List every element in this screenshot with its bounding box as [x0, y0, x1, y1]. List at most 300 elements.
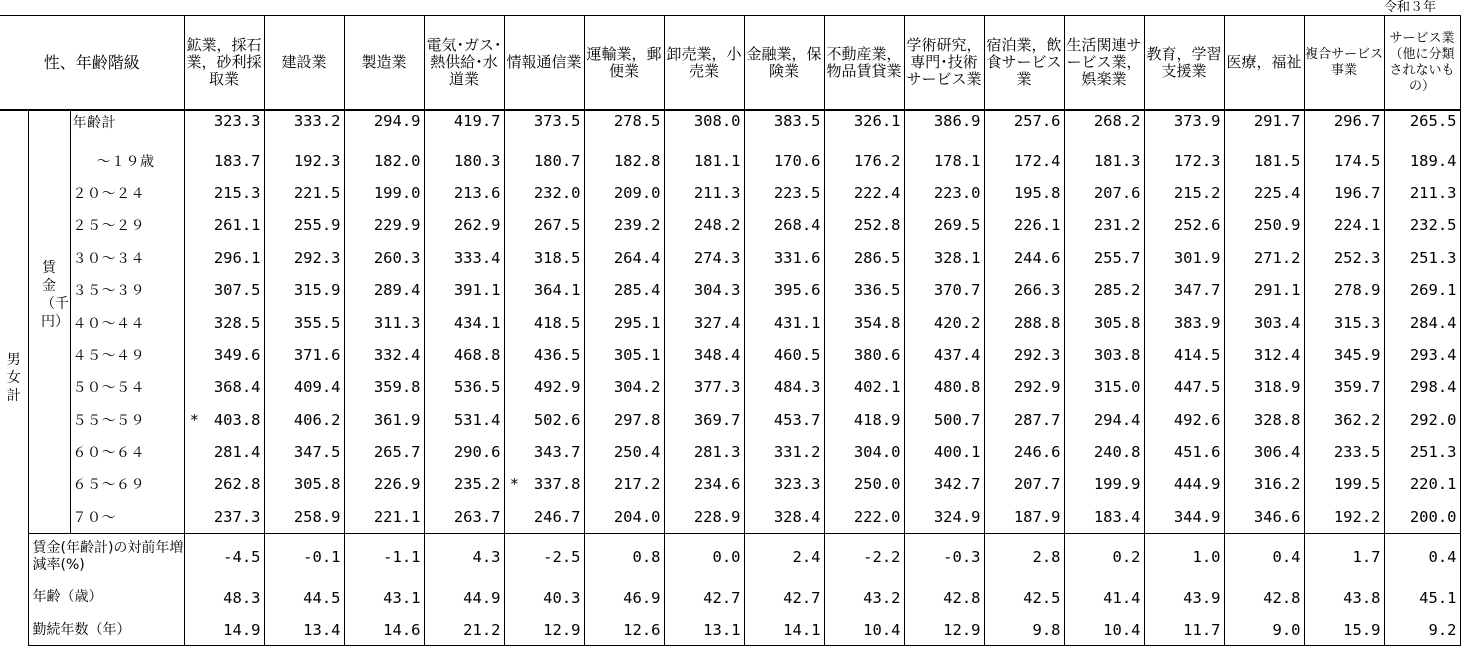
value-cell: 251.3	[1384, 242, 1460, 274]
value-cell: 13.4	[264, 615, 344, 646]
value-cell: 250.0	[824, 468, 904, 500]
age-label: ２０～２４	[72, 185, 145, 202]
value-cell: -0.1	[264, 534, 344, 581]
value-cell: 301.9	[1144, 242, 1224, 274]
value-cell: 14.6	[344, 615, 424, 646]
value-cell: 307.5	[184, 274, 264, 306]
table-row	[0, 177, 1460, 209]
value-cell: 492.9	[504, 371, 584, 403]
age-label: ６０～６４	[72, 445, 145, 462]
value-cell: 263.7	[424, 501, 504, 534]
value-cell: 296.7	[1304, 110, 1384, 144]
value-cell: 0.4	[1384, 534, 1460, 581]
value-cell: 436.5	[504, 339, 584, 371]
value-cell: 233.5	[1304, 436, 1384, 468]
value-cell: 192.2	[1304, 501, 1384, 534]
value-cell: 370.7	[904, 274, 984, 306]
value-cell: 42.5	[984, 580, 1064, 615]
value-cell: 502.6	[504, 404, 584, 436]
value-cell: 316.2	[1224, 468, 1304, 500]
value-cell: 258.9	[264, 501, 344, 534]
value-cell: 180.7	[504, 144, 584, 176]
value-cell: * 403.8	[184, 404, 264, 436]
wage-unit-label: 賃金（千円）	[28, 110, 70, 534]
value-cell: 182.8	[584, 144, 664, 176]
value-cell: 304.2	[584, 371, 664, 403]
value-cell: 42.8	[1224, 580, 1304, 615]
value-cell: 418.9	[824, 404, 904, 436]
value-cell: 183.7	[184, 144, 264, 176]
value-cell: 11.7	[1144, 615, 1224, 646]
industry-header: 電気･ガス･熱供給･水道業	[424, 16, 504, 111]
value-cell: 187.9	[984, 501, 1064, 534]
age-label: ５０～５４	[72, 380, 145, 397]
value-cell: 271.2	[1224, 242, 1304, 274]
value-cell: 46.9	[584, 580, 664, 615]
value-cell: -2.2	[824, 534, 904, 581]
value-cell: 291.7	[1224, 110, 1304, 144]
value-cell: 286.5	[824, 242, 904, 274]
value-cell: 468.8	[424, 339, 504, 371]
value-cell: 195.8	[984, 177, 1064, 209]
table-row	[0, 306, 1460, 338]
value-cell: 359.8	[344, 371, 424, 403]
value-cell: 371.6	[264, 339, 344, 371]
value-cell: 248.2	[664, 209, 744, 241]
header-row	[0, 16, 1460, 111]
value-cell: 250.4	[584, 436, 664, 468]
value-cell: 492.6	[1144, 404, 1224, 436]
value-cell: 237.3	[184, 501, 264, 534]
value-cell: 323.3	[184, 110, 264, 144]
value-cell: 255.9	[264, 209, 344, 241]
value-cell: 355.5	[264, 306, 344, 338]
industry-header: 運輸業，郵便業	[584, 16, 664, 111]
value-cell: 336.5	[824, 274, 904, 306]
value-cell: 364.1	[504, 274, 584, 306]
value-cell: 42.8	[904, 580, 984, 615]
value-cell: 284.4	[1384, 306, 1460, 338]
value-cell: 323.3	[744, 468, 824, 500]
value-cell: 240.8	[1064, 436, 1144, 468]
value-cell: 500.7	[904, 404, 984, 436]
asterisk-mark: *	[510, 475, 519, 494]
age-label: 年齢計	[72, 115, 116, 131]
value-cell: 331.2	[744, 436, 824, 468]
value-cell: 311.3	[344, 306, 424, 338]
industry-header: 製造業	[344, 16, 424, 111]
value-cell: 221.1	[344, 501, 424, 534]
value-cell: 178.1	[904, 144, 984, 176]
value-cell: 347.5	[264, 436, 344, 468]
value-cell: 437.4	[904, 339, 984, 371]
value-cell: 215.2	[1144, 177, 1224, 209]
value-cell: 262.8	[184, 468, 264, 500]
industry-header: 鉱業，採石業，砂利採取業	[184, 16, 264, 111]
value-cell: 9.2	[1384, 615, 1460, 646]
value-cell: 333.4	[424, 242, 504, 274]
section-label: 男女計	[0, 110, 28, 646]
value-cell: 318.9	[1224, 371, 1304, 403]
value-cell: 13.1	[664, 615, 744, 646]
value-cell: 347.7	[1144, 274, 1224, 306]
value-cell: 447.5	[1144, 371, 1224, 403]
value-cell: 199.0	[344, 177, 424, 209]
value-cell: 43.2	[824, 580, 904, 615]
industry-header: サービス業（他に分類されないもの）	[1384, 16, 1460, 111]
value-cell: 295.1	[584, 306, 664, 338]
value-cell: 10.4	[824, 615, 904, 646]
value-cell: 536.5	[424, 371, 504, 403]
value-cell: 176.2	[824, 144, 904, 176]
value-cell: 318.5	[504, 242, 584, 274]
value-cell: 211.3	[664, 177, 744, 209]
value-cell: 246.6	[984, 436, 1064, 468]
value-cell: 43.8	[1304, 580, 1384, 615]
value-cell: 303.8	[1064, 339, 1144, 371]
value-cell: 40.3	[504, 580, 584, 615]
industry-header: 情報通信業	[504, 16, 584, 111]
value-cell: 226.9	[344, 468, 424, 500]
value-cell: 213.6	[424, 177, 504, 209]
value-cell: 226.1	[984, 209, 1064, 241]
value-cell: 354.8	[824, 306, 904, 338]
value-cell: 211.3	[1384, 177, 1460, 209]
value-cell: 328.1	[904, 242, 984, 274]
value-cell: 293.4	[1384, 339, 1460, 371]
value-cell: 460.5	[744, 339, 824, 371]
value-cell: 1.0	[1144, 534, 1224, 581]
value-cell: 269.5	[904, 209, 984, 241]
value-cell: 268.2	[1064, 110, 1144, 144]
value-cell: 43.9	[1144, 580, 1224, 615]
value-cell: 395.6	[744, 274, 824, 306]
stat-row	[0, 580, 1460, 615]
value-cell: 406.2	[264, 404, 344, 436]
stat-row	[0, 615, 1460, 646]
age-label: ５５～５９	[72, 412, 145, 429]
value-cell: 328.4	[744, 501, 824, 534]
value-cell: 44.5	[264, 580, 344, 615]
value-cell: 315.0	[1064, 371, 1144, 403]
stat-label: 勤続年数（年）	[28, 615, 184, 646]
value-cell: 383.5	[744, 110, 824, 144]
value-cell: 204.0	[584, 501, 664, 534]
value-cell: 255.7	[1064, 242, 1144, 274]
value-cell: 223.0	[904, 177, 984, 209]
value-cell: 235.2	[424, 468, 504, 500]
value-cell: 344.9	[1144, 501, 1224, 534]
value-cell: -0.3	[904, 534, 984, 581]
value-cell: 305.8	[264, 468, 344, 500]
value-cell: 269.1	[1384, 274, 1460, 306]
value-cell: 9.8	[984, 615, 1064, 646]
age-label: ６５～６９	[72, 477, 145, 494]
value-cell: 0.4	[1224, 534, 1304, 581]
value-cell: 369.7	[664, 404, 744, 436]
value-cell: 0.0	[664, 534, 744, 581]
value-cell: 296.1	[184, 242, 264, 274]
value-cell: -1.1	[344, 534, 424, 581]
industry-header: 卸売業，小売業	[664, 16, 744, 111]
value-cell: 12.6	[584, 615, 664, 646]
value-cell: 223.5	[744, 177, 824, 209]
table-row	[0, 339, 1460, 371]
row-label-header: 性、年齢階級	[0, 16, 184, 111]
value-cell: 444.9	[1144, 468, 1224, 500]
value-cell: 480.8	[904, 371, 984, 403]
value-cell: 285.4	[584, 274, 664, 306]
industry-header: 生活関連サービス業，娯楽業	[1064, 16, 1144, 111]
value-cell: 324.9	[904, 501, 984, 534]
age-label: ４０～４４	[72, 315, 145, 332]
value-cell: 48.3	[184, 580, 264, 615]
table-row	[0, 110, 1460, 144]
value-cell: 368.4	[184, 371, 264, 403]
value-cell: 9.0	[1224, 615, 1304, 646]
value-cell: 264.4	[584, 242, 664, 274]
value-cell: 266.3	[984, 274, 1064, 306]
value-cell: 252.8	[824, 209, 904, 241]
value-cell: 348.4	[664, 339, 744, 371]
value-cell: 172.4	[984, 144, 1064, 176]
value-cell: 265.5	[1384, 110, 1460, 144]
value-cell: 222.4	[824, 177, 904, 209]
value-cell: 289.4	[344, 274, 424, 306]
value-cell: 303.4	[1224, 306, 1304, 338]
value-cell: 260.3	[344, 242, 424, 274]
value-cell: 328.8	[1224, 404, 1304, 436]
value-cell: 189.4	[1384, 144, 1460, 176]
value-cell: 391.1	[424, 274, 504, 306]
age-label: ３０～３４	[72, 250, 145, 267]
value-cell: -4.5	[184, 534, 264, 581]
value-cell: 252.6	[1144, 209, 1224, 241]
value-cell: 434.1	[424, 306, 504, 338]
value-cell: 45.1	[1384, 580, 1460, 615]
value-cell: 2.4	[744, 534, 824, 581]
value-cell: 292.3	[264, 242, 344, 274]
value-cell: 418.5	[504, 306, 584, 338]
value-cell: 0.2	[1064, 534, 1144, 581]
value-cell: 420.2	[904, 306, 984, 338]
value-cell: 252.3	[1304, 242, 1384, 274]
value-cell: 228.9	[664, 501, 744, 534]
value-cell: 359.7	[1304, 371, 1384, 403]
value-cell: 199.9	[1064, 468, 1144, 500]
value-cell: 196.7	[1304, 177, 1384, 209]
value-cell: 172.3	[1144, 144, 1224, 176]
value-cell: 377.3	[664, 371, 744, 403]
value-cell: 281.3	[664, 436, 744, 468]
value-cell: 207.6	[1064, 177, 1144, 209]
value-cell: 181.1	[664, 144, 744, 176]
asterisk-mark: *	[190, 410, 199, 429]
value-cell: * 337.8	[504, 468, 584, 500]
value-cell: 305.8	[1064, 306, 1144, 338]
industry-header: 建設業	[264, 16, 344, 111]
value-cell: 291.1	[1224, 274, 1304, 306]
value-cell: 333.2	[264, 110, 344, 144]
table-row	[0, 501, 1460, 534]
value-cell: 400.1	[904, 436, 984, 468]
value-cell: 304.0	[824, 436, 904, 468]
value-cell: 386.9	[904, 110, 984, 144]
value-cell: 304.3	[664, 274, 744, 306]
value-cell: 44.9	[424, 580, 504, 615]
value-cell: 10.4	[1064, 615, 1144, 646]
value-cell: 21.2	[424, 615, 504, 646]
value-cell: 288.8	[984, 306, 1064, 338]
value-cell: 453.7	[744, 404, 824, 436]
value-cell: 232.5	[1384, 209, 1460, 241]
value-cell: 181.3	[1064, 144, 1144, 176]
value-cell: -2.5	[504, 534, 584, 581]
value-cell: 221.5	[264, 177, 344, 209]
value-cell: 285.2	[1064, 274, 1144, 306]
value-cell: 332.4	[344, 339, 424, 371]
industry-header: 医療，福祉	[1224, 16, 1304, 111]
value-cell: 14.9	[184, 615, 264, 646]
value-cell: 294.4	[1064, 404, 1144, 436]
age-label: ７０～	[72, 509, 116, 526]
value-cell: 12.9	[504, 615, 584, 646]
value-cell: 215.3	[184, 177, 264, 209]
age-label: ４５～４９	[72, 347, 145, 364]
value-cell: 431.1	[744, 306, 824, 338]
age-label: ～１９歳	[96, 153, 155, 170]
value-cell: 331.6	[744, 242, 824, 274]
value-cell: 361.9	[344, 404, 424, 436]
value-cell: 380.6	[824, 339, 904, 371]
table-row	[0, 468, 1460, 500]
value-cell: 265.7	[344, 436, 424, 468]
value-cell: 278.9	[1304, 274, 1384, 306]
value-cell: 268.4	[744, 209, 824, 241]
value-cell: 305.1	[584, 339, 664, 371]
value-cell: 327.4	[664, 306, 744, 338]
value-cell: 174.5	[1304, 144, 1384, 176]
value-cell: 362.2	[1304, 404, 1384, 436]
table-row	[0, 274, 1460, 306]
stat-row	[0, 534, 1460, 581]
value-cell: 222.0	[824, 501, 904, 534]
value-cell: 234.6	[664, 468, 744, 500]
value-cell: 342.7	[904, 468, 984, 500]
value-cell: 383.9	[1144, 306, 1224, 338]
value-cell: 349.6	[184, 339, 264, 371]
value-cell: 14.1	[744, 615, 824, 646]
value-cell: 308.0	[664, 110, 744, 144]
value-cell: 531.4	[424, 404, 504, 436]
value-cell: 326.1	[824, 110, 904, 144]
value-cell: 328.5	[184, 306, 264, 338]
value-cell: 251.3	[1384, 436, 1460, 468]
value-cell: 345.9	[1304, 339, 1384, 371]
value-cell: 229.9	[344, 209, 424, 241]
value-cell: 292.9	[984, 371, 1064, 403]
stat-label: 賃金(年齢計)の対前年増減率(%)	[28, 534, 184, 581]
value-cell: 200.0	[1384, 501, 1460, 534]
value-cell: 181.5	[1224, 144, 1304, 176]
era-label: 令和３年	[1383, 0, 1436, 15]
value-cell: 42.7	[664, 580, 744, 615]
value-cell: 287.7	[984, 404, 1064, 436]
value-cell: 180.3	[424, 144, 504, 176]
industry-header: 宿泊業，飲食サービス業	[984, 16, 1064, 111]
value-cell: 0.8	[584, 534, 664, 581]
value-cell: 43.1	[344, 580, 424, 615]
value-cell: 239.2	[584, 209, 664, 241]
value-cell: 409.4	[264, 371, 344, 403]
industry-header: 教育，学習支援業	[1144, 16, 1224, 111]
industry-header: 金融業，保険業	[744, 16, 824, 111]
value-cell: 262.9	[424, 209, 504, 241]
value-cell: 182.0	[344, 144, 424, 176]
value-cell: 373.5	[504, 110, 584, 144]
value-cell: 41.4	[1064, 580, 1144, 615]
value-cell: 278.5	[584, 110, 664, 144]
value-cell: 2.8	[984, 534, 1064, 581]
value-cell: 231.2	[1064, 209, 1144, 241]
value-cell: 294.9	[344, 110, 424, 144]
value-cell: 257.6	[984, 110, 1064, 144]
table-row	[0, 371, 1460, 403]
value-cell: 224.1	[1304, 209, 1384, 241]
table-row	[0, 242, 1460, 274]
value-cell: 315.3	[1304, 306, 1384, 338]
value-cell: 220.1	[1384, 468, 1460, 500]
value-cell: 42.7	[744, 580, 824, 615]
value-cell: 274.3	[664, 242, 744, 274]
value-cell: 267.5	[504, 209, 584, 241]
value-cell: 292.3	[984, 339, 1064, 371]
value-cell: 225.4	[1224, 177, 1304, 209]
value-cell: 170.6	[744, 144, 824, 176]
value-cell: 402.1	[824, 371, 904, 403]
value-cell: 343.7	[504, 436, 584, 468]
value-cell: 315.9	[264, 274, 344, 306]
value-cell: 192.3	[264, 144, 344, 176]
value-cell: 346.6	[1224, 501, 1304, 534]
value-cell: 373.9	[1144, 110, 1224, 144]
table-row	[0, 436, 1460, 468]
value-cell: 12.9	[904, 615, 984, 646]
value-cell: 250.9	[1224, 209, 1304, 241]
value-cell: 414.5	[1144, 339, 1224, 371]
value-cell: 199.5	[1304, 468, 1384, 500]
table-row	[0, 209, 1460, 241]
stat-label: 年齢（歳）	[32, 589, 103, 606]
value-cell: 484.3	[744, 371, 824, 403]
value-cell: 232.0	[504, 177, 584, 209]
industry-header: 不動産業，物品賃貸業	[824, 16, 904, 111]
wage-table	[0, 15, 1461, 646]
table-row	[0, 144, 1460, 176]
value-cell: 244.6	[984, 242, 1064, 274]
value-cell: 1.7	[1304, 534, 1384, 581]
value-cell: 4.3	[424, 534, 504, 581]
value-cell: 419.7	[424, 110, 504, 144]
value-cell: 207.7	[984, 468, 1064, 500]
value-cell: 246.7	[504, 501, 584, 534]
value-cell: 183.4	[1064, 501, 1144, 534]
value-cell: 281.4	[184, 436, 264, 468]
value-cell: 261.1	[184, 209, 264, 241]
age-label: ２５～２９	[72, 218, 145, 235]
value-cell: 306.4	[1224, 436, 1304, 468]
table-row	[0, 404, 1460, 436]
